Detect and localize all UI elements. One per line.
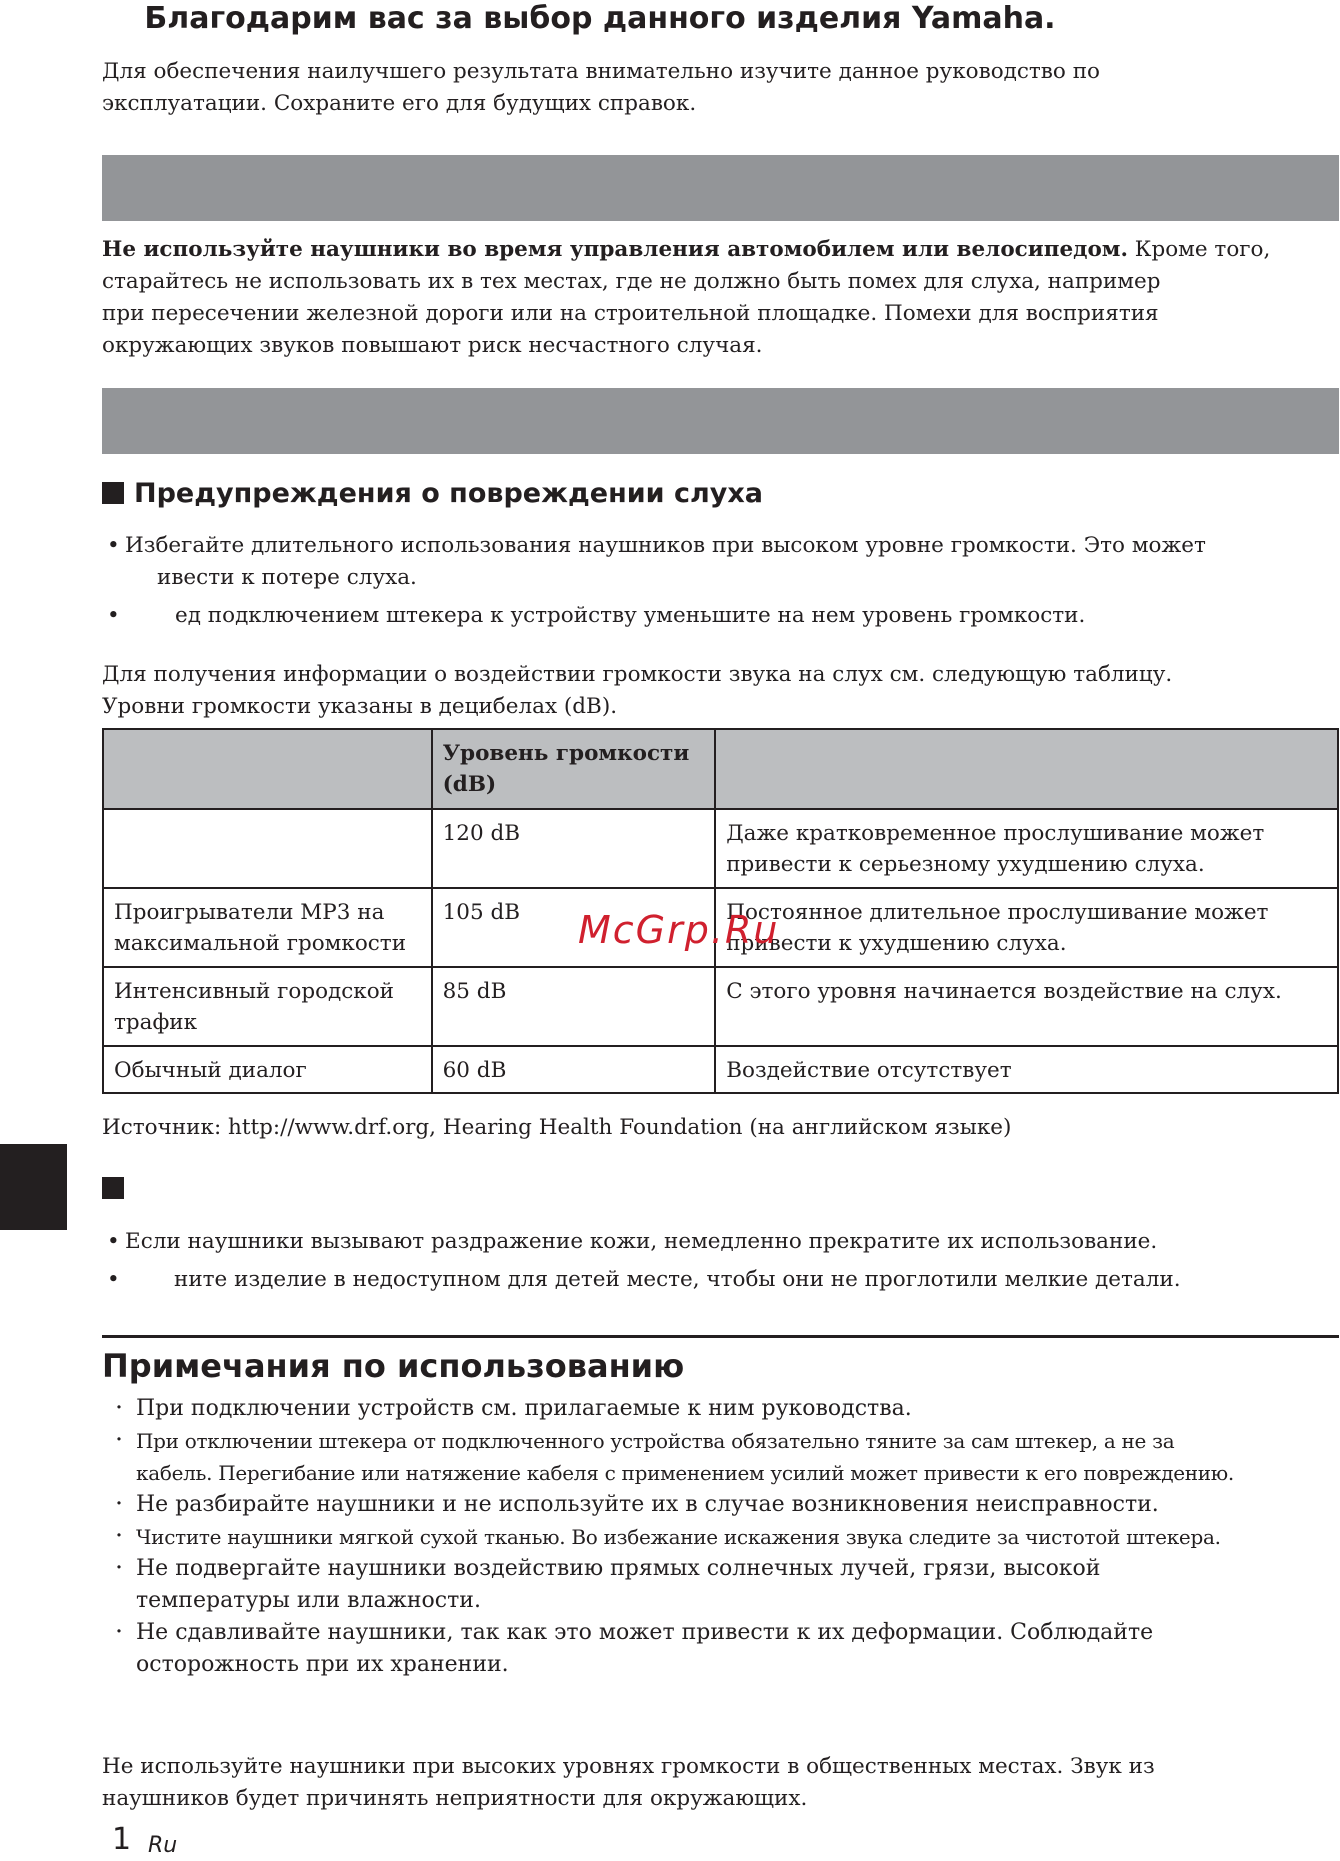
table-row (103, 809, 1338, 888)
hearing-bullet-line: Избегайте длительного использования наушников при высоком уровне громкости. Это может (125, 533, 1206, 558)
other-bullet-1 (125, 1226, 1157, 1258)
driving-warning-line: окружающих звуков повышают риск несчастного случая. (102, 333, 763, 358)
usage-notes-list (110, 1393, 1340, 1681)
hearing-bullet-2 (175, 600, 1085, 632)
table-source (102, 1112, 1340, 1144)
side-tab-marker (0, 1144, 67, 1230)
table-header-cell: Уровень громкости (dB) (432, 729, 716, 809)
section-banner-caution (102, 388, 1339, 454)
footer-note (102, 1751, 1340, 1815)
section-divider (102, 1335, 1339, 1338)
table-intro-line: Уровни громкости указаны в децибелах (dB). (102, 694, 618, 719)
table-cell-effect: С этого уровня начинается воздействие на слух. (715, 967, 1338, 1046)
intro-paragraph (102, 56, 1340, 120)
table-cell-effect: Даже кратковременное прослушивание может привести к серьезному ухудшению слуха. (715, 809, 1338, 888)
driving-warning-line: при пересечении железной дороги или на строительной площадке. Помехи для восприятия (102, 301, 1159, 326)
usage-note-line: Не разбирайте наушники и не используйте их в случае возникновения неисправности. (136, 1492, 1159, 1517)
table-cell-source: Обычный диалог (103, 1046, 432, 1093)
section-banner-warning (102, 155, 1339, 221)
intro-line: Для обеспечения наилучшего результата внимательно изучите данное руководство по (102, 59, 1100, 84)
bullet-dot-icon: ・ (110, 1494, 128, 1515)
usage-note-item (110, 1521, 1340, 1553)
square-bullet-icon (102, 482, 124, 504)
usage-note-item (110, 1425, 1340, 1489)
table-cell-source: Интенсивный городской трафик (103, 967, 432, 1046)
square-bullet-icon (102, 1177, 124, 1199)
usage-note-line: кабель. Перегибание или натяжение кабеля с применением усилий может привести к его повреждению. (136, 1461, 1234, 1485)
usage-note-line: осторожность при их хранении. (136, 1652, 509, 1677)
other-bullet-line: Если наушники вызывают раздражение кожи, немедленно прекратите их использование. (125, 1229, 1158, 1254)
other-bullet-line: ните изделие в недоступном для детей месте, чтобы они не проглотили мелкие детали. (174, 1267, 1181, 1292)
other-heading (102, 1177, 134, 1201)
usage-note-line: Не сдавливайте наушники, так как это может привести к их деформации. Соблюдайте (136, 1620, 1154, 1645)
driving-warning (102, 234, 1340, 362)
table-header-cell (715, 729, 1338, 809)
table-cell-source (103, 809, 432, 888)
driving-warning-rest: Кроме того, (1127, 237, 1271, 262)
driving-warning-line: старайтесь не использовать их в тех местах, где не должно быть помех для слуха, например (102, 269, 1161, 294)
usage-note-item (110, 1553, 1340, 1617)
usage-note-line: При отключении штекера от подключенного устройства обязательно тяните за сам штекер, а не за (136, 1429, 1175, 1453)
hearing-heading-text: Предупреждения о повреждении слуха (134, 478, 764, 509)
usage-note-item (110, 1617, 1340, 1681)
driving-warning-bold: Не используйте наушники во время управления автомобилем или велосипедом. (102, 237, 1128, 262)
usage-note-line: температуры или влажности. (136, 1588, 481, 1613)
driving-warning-line (102, 234, 1340, 266)
table-cell-source: Проигрыватели MP3 на максимальной громкости (103, 888, 432, 967)
bullet-dot-icon: ・ (110, 1622, 128, 1643)
table-cell-effect: Постоянное длительное прослушивание может привести к ухудшению слуха. (715, 888, 1338, 967)
usage-note-line: Не подвергайте наушники воздействию прямых солнечных лучей, грязи, высокой (136, 1556, 1101, 1581)
page-language: Ru (148, 1833, 178, 1858)
watermark: McGrp.Ru (578, 908, 780, 952)
bullet-dot-icon: • (107, 603, 120, 628)
usage-note-item (110, 1393, 1340, 1425)
table-row (103, 1046, 1338, 1093)
table-cell-effect: Воздействие отсутствует (715, 1046, 1338, 1093)
table-intro (102, 659, 1340, 723)
hearing-bullet-line: ед подключением штекера к устройству уменьшите на нем уровень громкости. (175, 603, 1086, 628)
table-source-line: Источник: http://www.drf.org, Hearing Health Foundation (на английском языке) (102, 1115, 1012, 1140)
footer-note-line: Не используйте наушники при высоких уровнях громкости в общественных местах. Звук из (102, 1754, 1155, 1779)
table-row (103, 967, 1338, 1046)
table-header-cell (103, 729, 432, 809)
table-cell-level: 120 dB (432, 809, 716, 888)
usage-note-item (110, 1489, 1340, 1521)
bullet-dot-icon: • (107, 1267, 120, 1292)
table-intro-line: Для получения информации о воздействии громкости звука на слух см. следующую таблицу. (102, 662, 1173, 687)
bullet-dot-icon: • (107, 533, 120, 558)
usage-note-line: При подключении устройств см. прилагаемые к ним руководства. (136, 1396, 912, 1421)
page-title: Благодарим вас за выбор данного изделия Yamaha. (144, 1, 1056, 36)
table-cell-level: 85 dB (432, 967, 716, 1046)
hearing-heading (102, 476, 763, 512)
intro-line: эксплуатации. Сохраните его для будущих справок. (102, 91, 697, 116)
table-cell-level: 60 dB (432, 1046, 716, 1093)
table-cell-level: 105 dB (432, 888, 716, 967)
usage-note-line: Чистите наушники мягкой сухой тканью. Во избежание искажения звука следите за чистотой штекера. (136, 1525, 1221, 1549)
page-number: 1 (112, 1822, 132, 1857)
bullet-dot-icon: • (107, 1229, 120, 1254)
bullet-dot-icon: ・ (110, 1430, 128, 1451)
footer-note-line: наушников будет причинять неприятности для окружающих. (102, 1786, 808, 1811)
table-header-row (103, 729, 1338, 809)
bullet-dot-icon: ・ (110, 1398, 128, 1419)
hearing-bullet-line: ивести к потере слуха. (157, 565, 417, 590)
other-bullet-2 (174, 1264, 1181, 1296)
usage-notes-heading: Примечания по использованию (102, 1347, 685, 1385)
bullet-dot-icon: ・ (110, 1526, 128, 1547)
bullet-dot-icon: ・ (110, 1558, 128, 1579)
hearing-bullet-1 (125, 530, 1206, 594)
